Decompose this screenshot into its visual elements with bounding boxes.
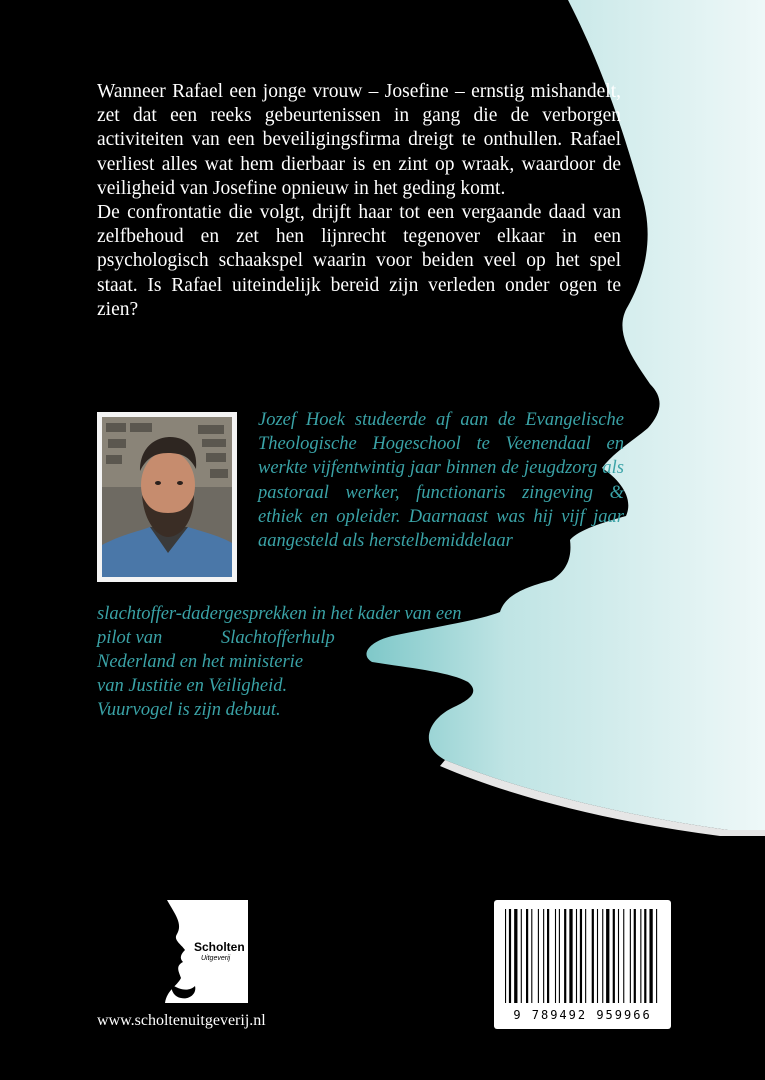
publisher-subname: Uitgeverij	[201, 955, 231, 962]
author-bio-debut: Vuurvogel is zijn debuut.	[97, 700, 281, 720]
author-bio-line: Nederland en het ministerie	[97, 652, 304, 672]
author-portrait-image	[102, 417, 232, 577]
isbn-number: 9 789492 959966	[513, 1008, 652, 1022]
isbn-barcode	[494, 900, 671, 1029]
barcode-bars	[503, 909, 662, 1005]
author-bio-text: Jozef Hoek studeerde af aan de Evangelische Theologische Hogeschool te Veenendaal en werkte vijfentwintig jaar binnen de jeugdzorg als pastoraal werker, functionaris zingeving & ethiek en opleider. Daarnaast was hij vijf jaar aangesteld als herstelbemiddelaar	[258, 410, 624, 552]
back-cover-blurb	[97, 80, 621, 322]
author-photo	[97, 412, 237, 582]
blurb-paragraph-2: De confrontatie die volgt, drijft haar tot een vergaande daad van zelfbehoud en zet hen lijnrecht tegenover elkaar in een psychologisch schaakspel waarin voor beiden veel op het spel staat. Is Rafael uiteindelijk bereid zijn verleden onder ogen te zien?	[97, 202, 621, 320]
blurb-paragraph-1: Wanneer Rafael een jonge vrouw – Josefine – ernstig mishandelt, zet dat een reeks gebeurtenissen in gang die de verborgen activiteiten van een beveiligingsfirma dreigt te onthullen. Rafael verliest alles wat hem dierbaar is en zint op wraak, waardoor de veiligheid van Josefine opnieuw in het geding komt.	[97, 81, 621, 199]
publisher-logo	[145, 900, 248, 1003]
publisher-website: www.scholtenuitgeverij.nl	[97, 1012, 266, 1029]
author-bio-line: pilot van	[97, 628, 163, 648]
author-bio-line: van Justitie en Veiligheid.	[97, 676, 288, 696]
author-bio-line: Slachtofferhulp	[221, 628, 335, 648]
publisher-name: Scholten	[194, 940, 245, 954]
author-bio-line: slachtoffer-dadergesprekken in het kader van een	[97, 604, 462, 624]
